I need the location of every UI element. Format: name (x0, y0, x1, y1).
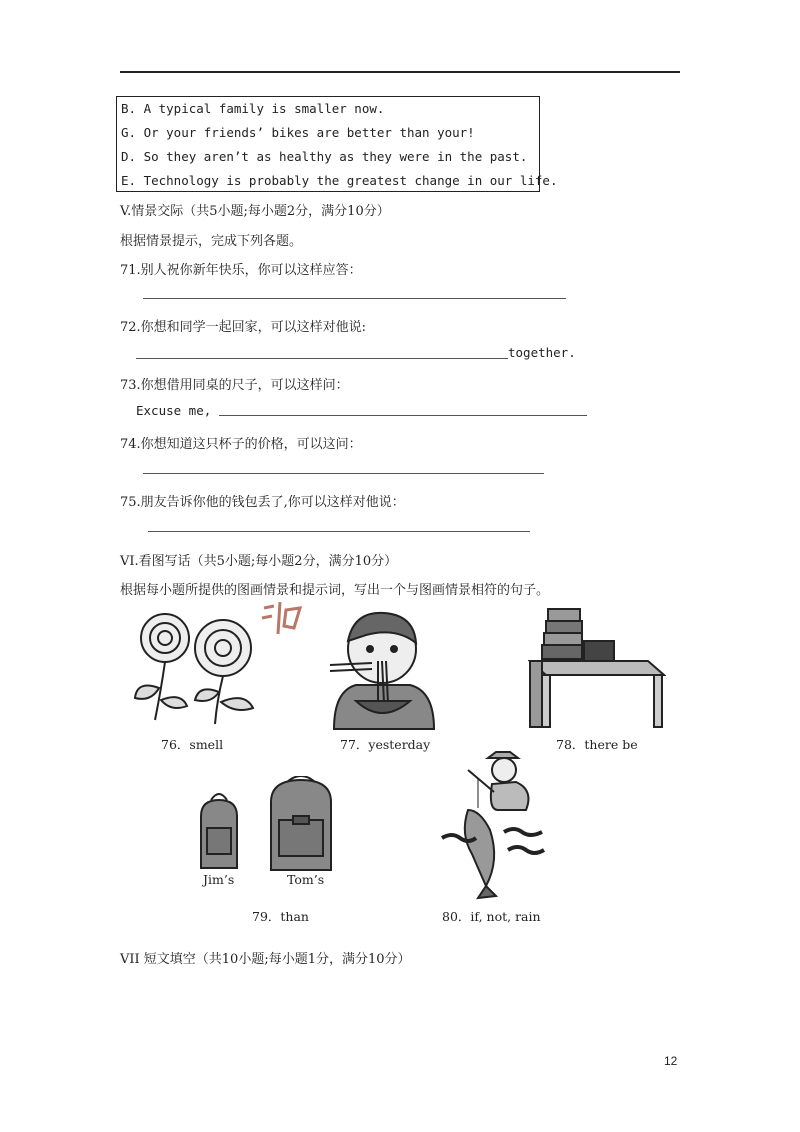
section5-instruction: 根据情景提示，完成下列各题。 (120, 234, 303, 249)
option-d: D. So they aren’t as healthy as they were in the past. (121, 149, 528, 164)
question-75: 75.朋友告诉你他的钱包丢了,你可以这样对他说： (120, 495, 405, 510)
section6-instruction: 根据每小题所提供的图画情景和提示词，写出一个与图画情景相符的句子。 (120, 583, 550, 598)
caption-76: 76．smell (161, 737, 224, 752)
question-73: 73.你想借用同桌的尺子，可以这样问： (120, 378, 349, 393)
section6-heading: VI.看图写话（共5小题;每小题2分，满分10分） (120, 554, 398, 569)
question-72: 72.你想和同学一起回家，可以这样对他说: (120, 320, 367, 335)
boy-eating-noodles-illustration (326, 605, 440, 731)
fishing-illustration (438, 750, 548, 900)
section5-heading: V.情景交际（共5小题;每小题2分，满分10分） (120, 204, 390, 219)
question-71: 71.别人祝你新年快乐，你可以这样应答： (120, 263, 362, 278)
option-e: E. Technology is probably the greatest change in our life. (121, 173, 558, 188)
answer-suffix-72: together. (508, 345, 576, 360)
bag-label-toms: Tom’s (287, 872, 325, 887)
answer-line-71[interactable] (143, 298, 566, 299)
smell-lines-icon (258, 598, 304, 638)
caption-79: 79．than (252, 909, 309, 924)
books-on-table-illustration (528, 605, 666, 729)
backpacks-illustration (193, 776, 353, 871)
section7-heading: VII 短文填空（共10小题;每小题1分，满分10分） (120, 952, 411, 967)
flowers-illustration (125, 600, 265, 728)
option-b: B. A typical family is smaller now. (121, 101, 385, 116)
caption-78: 78．there be (556, 737, 638, 752)
bag-label-jims: Jim’s (203, 872, 235, 887)
answer-line-72[interactable] (136, 358, 508, 359)
caption-77: 77．yesterday (340, 737, 431, 752)
page-number: 12 (664, 1054, 678, 1068)
caption-80: 80．if, not, rain (442, 909, 541, 924)
answer-line-75[interactable] (148, 531, 530, 532)
question-74: 74.你想知道这只杯子的价格，可以这问： (120, 437, 362, 452)
options-box (116, 96, 558, 192)
top-rule (120, 71, 680, 73)
option-g: G. Or your friends’ bikes are better than your! (121, 125, 475, 140)
answer-line-74[interactable] (143, 473, 544, 474)
answer-prefix-73: Excuse me, (136, 403, 212, 418)
answer-line-73[interactable] (219, 415, 587, 416)
